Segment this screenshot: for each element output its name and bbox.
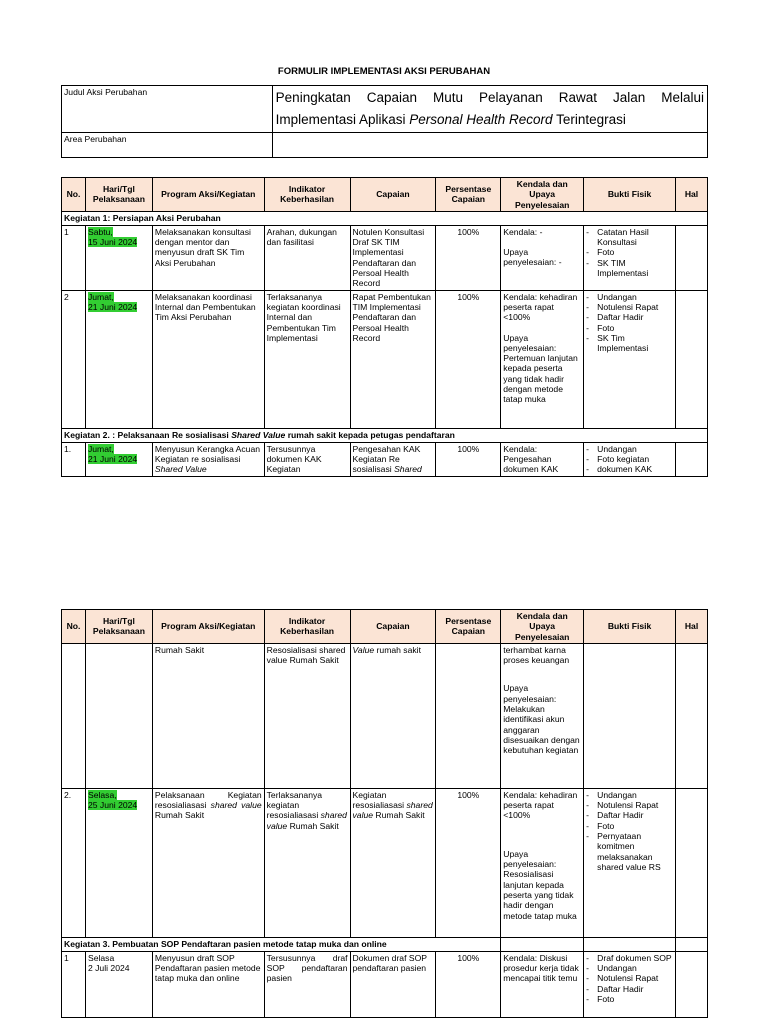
row-indikator: Terlaksananya kegiatan koordinasi Internal dan Pembentukan Tim Implementasi	[264, 290, 350, 428]
row-capaian: Value rumah sakit	[350, 643, 436, 788]
row-program: Menyusun draft SOP Pendaftaran pasien metode tatap muka dan online	[152, 951, 264, 1017]
row-kendala: Kendala: Pengesahan dokumen KAK	[501, 442, 584, 476]
col-header-kendala: Kendala dan Upaya Penyelesaian	[501, 610, 584, 644]
activity-table-page-2	[61, 609, 708, 1018]
row-program: Pelaksanaan Kegiatan resosialiasasi shared value Rumah Sakit	[152, 788, 264, 937]
row-program: Melaksanakan koordinasi Internal dan Pembentukan Tim Aksi Perubahan	[152, 290, 264, 428]
row-persentase: 100%	[436, 290, 501, 428]
row-bukti: - Undangan - Notulensi Rapat - Daftar Hadir - Foto - Pernyataan komitmen melaksanakan shared value RS	[584, 788, 676, 937]
form-title: FORMULIR IMPLEMENTASI AKSI PERUBAHAN	[277, 66, 491, 77]
area-label: Area Perubahan	[62, 133, 273, 158]
section-empty-cell	[676, 937, 708, 951]
col-header-hari: Hari/Tgl Pelaksanaan	[85, 610, 152, 644]
row-persentase: 100%	[436, 225, 501, 290]
row-date: Selasa, 25 Juni 2024	[85, 788, 152, 937]
row-program: Rumah Sakit	[152, 643, 264, 788]
row-program: Melaksanakan konsultasi dengan mentor dan menyusun draft SK Tim Aksi Perubahan	[152, 225, 264, 290]
col-header-program: Program Aksi/Kegiatan	[152, 610, 264, 644]
row-kendala: Kendala: Diskusi prosedur kerja tidak mencapai titik temu	[501, 951, 584, 1017]
col-header-no: No.	[62, 610, 86, 644]
section-title-kegiatan-1: Kegiatan 1: Persiapan Aksi Perubahan	[62, 211, 708, 225]
row-hal	[676, 951, 708, 1017]
row-indikator: Resosialisasi shared value Rumah Sakit	[264, 643, 350, 788]
row-kendala: Kendala: kehadiran peserta rapat <100% Upaya penyelesaian: Pertemuan lanjutan kepada peserta yang tidak hadir dengan metode tatap muka	[501, 290, 584, 428]
row-capaian: Kegiatan resosialiasasi shared value Rumah Sakit	[350, 788, 436, 937]
row-kendala: terhambat karna proses keuangan Upaya penyelesaian: Melakukan identifikasi akun anggaran disesuaikan dengan kebutuhan kegiatan	[501, 643, 584, 788]
row-program: Menyusun Kerangka Acuan Kegiatan re sosialisasi Shared Value	[152, 442, 264, 476]
row-persentase: 100%	[436, 951, 501, 1017]
row-hal	[676, 225, 708, 290]
row-bukti: - Undangan - Foto kegiatan - dokumen KAK	[584, 442, 676, 476]
table-row	[62, 951, 708, 1017]
row-date: Selasa 2 Juli 2024	[85, 951, 152, 1017]
row-no: 2	[62, 290, 86, 428]
col-header-persentase: Persentase Capaian	[436, 610, 501, 644]
activity-table-page-1	[61, 177, 708, 477]
row-persentase: 100%	[436, 788, 501, 937]
row-date	[85, 643, 152, 788]
row-bukti: - Undangan - Notulensi Rapat - Daftar Hadir - Foto - SK Tim Implementasi	[584, 290, 676, 428]
judul-label: Judul Aksi Perubahan	[62, 86, 273, 133]
col-header-capaian: Capaian	[350, 178, 436, 212]
col-header-program: Program Aksi/Kegiatan	[152, 178, 264, 212]
section-title-kegiatan-3: Kegiatan 3. Pembuatan SOP Pendaftaran pasien metode tatap muka dan online	[62, 937, 501, 951]
section-title-kegiatan-2: Kegiatan 2. : Pelaksanaan Re sosialisasi Shared Value rumah sakit kepada petugas pendaftaran	[62, 428, 708, 442]
row-kendala: Kendala: kehadiran peserta rapat <100% Upaya penyelesaian: Resosialisasi lanjutan kepada peserta yang tidak hadir dengan metode tatap muka	[501, 788, 584, 937]
row-indikator: Terlaksananya kegiatan resosialiasasi shared value Rumah Sakit	[264, 788, 350, 937]
table-row	[62, 442, 708, 476]
col-header-indikator: Indikator Keberhasilan	[264, 610, 350, 644]
row-indikator: Tersusunnya draf SOP pendaftaran pasien	[264, 951, 350, 1017]
row-hal	[676, 290, 708, 428]
row-persentase	[436, 643, 501, 788]
row-persentase: 100%	[436, 442, 501, 476]
col-header-persentase: Persentase Capaian	[436, 178, 501, 212]
col-header-hal: Hal	[676, 178, 708, 212]
section-empty-cell	[501, 937, 584, 951]
row-bukti	[584, 643, 676, 788]
table-row	[62, 788, 708, 937]
col-header-bukti: Bukti Fisik	[584, 178, 676, 212]
row-no: 1.	[62, 442, 86, 476]
col-header-bukti: Bukti Fisik	[584, 610, 676, 644]
col-header-kendala: Kendala dan Upaya Penyelesaian	[501, 178, 584, 212]
row-date: Jumat, 21 Juni 2024	[85, 442, 152, 476]
table-row	[62, 225, 708, 290]
row-bukti: - Draf dokumen SOP - Undangan - Notulensi Rapat - Daftar Hadir - Foto	[584, 951, 676, 1017]
row-no: 2.	[62, 788, 86, 937]
row-date: Sabtu, 15 Juni 2024	[85, 225, 152, 290]
row-no	[62, 643, 86, 788]
row-capaian: Notulen Konsultasi Draf SK TIM Implementasi Pendaftaran dan Persoal Health Record	[350, 225, 436, 290]
table-row	[62, 643, 708, 788]
col-header-hal: Hal	[676, 610, 708, 644]
row-indikator: Tersusunnya dokumen KAK Kegiatan	[264, 442, 350, 476]
info-table	[61, 85, 708, 158]
row-kendala: Kendala: - Upaya penyelesaian: -	[501, 225, 584, 290]
col-header-no: No.	[62, 178, 86, 212]
row-bukti: - Catatan Hasil Konsultasi - Foto - SK TIM Implementasi	[584, 225, 676, 290]
col-header-hari: Hari/Tgl Pelaksanaan	[85, 178, 152, 212]
table-row	[62, 290, 708, 428]
judul-value: Peningkatan Capaian Mutu Pelayanan Rawat Jalan Melalui Implementasi Aplikasi Personal Health Record Terintegrasi	[272, 86, 707, 133]
col-header-capaian: Capaian	[350, 610, 436, 644]
row-hal	[676, 442, 708, 476]
row-capaian: Dokumen draf SOP pendaftaran pasien	[350, 951, 436, 1017]
area-value	[272, 133, 707, 158]
row-capaian: Pengesahan KAK Kegiatan Re sosialisasi Shared	[350, 442, 436, 476]
row-hal	[676, 788, 708, 937]
row-date: Jumat, 21 Juni 2024	[85, 290, 152, 428]
row-capaian: Rapat Pembentukan TIM Implementasi Pendaftaran dan Persoal Health Record	[350, 290, 436, 428]
row-no: 1	[62, 225, 86, 290]
row-hal	[676, 643, 708, 788]
row-no: 1	[62, 951, 86, 1017]
row-indikator: Arahan, dukungan dan fasilitasi	[264, 225, 350, 290]
section-empty-cell	[584, 937, 676, 951]
col-header-indikator: Indikator Keberhasilan	[264, 178, 350, 212]
